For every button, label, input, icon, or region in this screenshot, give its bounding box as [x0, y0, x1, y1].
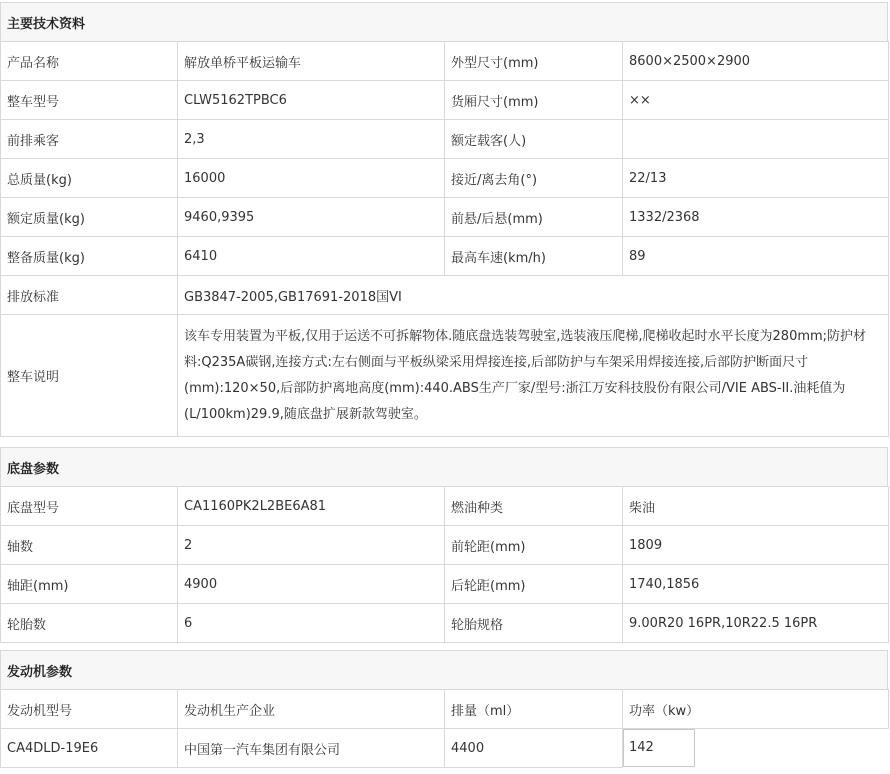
chassis-title: 底盘参数 — [7, 461, 60, 477]
cell: 轴数 — [1, 526, 178, 565]
table-row — [1, 315, 889, 437]
cell: 9.00R20 16PR,10R22.5 16PR — [623, 604, 889, 643]
chassis-table — [0, 486, 889, 643]
cell: 1332/2368 — [623, 198, 889, 237]
cell: 后轮距(mm) — [445, 565, 623, 604]
table-row — [1, 159, 889, 198]
column-header: 功率（kw） — [623, 690, 889, 729]
chassis-header — [0, 447, 888, 487]
cell: CLW5162TPBC6 — [178, 81, 445, 120]
cell — [623, 120, 889, 159]
cell: 轮胎数 — [1, 604, 178, 643]
engine-header — [0, 650, 888, 690]
cell: 轮胎规格 — [445, 604, 623, 643]
cell: 产品名称 — [1, 42, 178, 81]
cell: 6410 — [178, 237, 445, 276]
cell: 解放单桥平板运输车 — [178, 42, 445, 81]
table-row — [1, 729, 889, 768]
cell: 9460,9395 — [178, 198, 445, 237]
cell: 接近/离去角(°) — [445, 159, 623, 198]
cell: CA4DLD-19E6 — [1, 729, 178, 768]
cell: 燃油种类 — [445, 487, 623, 526]
power-cell — [623, 729, 889, 768]
cell: 2,3 — [178, 120, 445, 159]
cell: CA1160PK2L2BE6A81 — [178, 487, 445, 526]
cell: 总质量(kg) — [1, 159, 178, 198]
table-row — [1, 198, 889, 237]
cell: 最高车速(km/h) — [445, 237, 623, 276]
cell: 整车型号 — [1, 81, 178, 120]
cell: 1809 — [623, 526, 889, 565]
power-value: 142 — [623, 729, 695, 767]
cell: 整备质量(kg) — [1, 237, 178, 276]
cell: 轴距(mm) — [1, 565, 178, 604]
description-value: 该车专用装置为平板,仅用于运送不可拆解物体.随底盘选装驾驶室,选装液压爬梯,爬梯收起时水平长度为280mm;防护材料:Q235A碳钢,连接方式:左右侧面与平板纵梁采用焊接连接,后部防护与车架采用焊接连接,后部防护断面尺寸(mm):120×50,后部防护离地高度(mm):440.ABS生产厂家/型号:浙江万安科技股份有限公司/VIE ABS-II.油耗值为(L/100km)29.9,随底盘扩展新款驾驶室。 — [178, 315, 889, 437]
engine-title: 发动机参数 — [7, 664, 73, 680]
cell: 22/13 — [623, 159, 889, 198]
cell: 额定质量(kg) — [1, 198, 178, 237]
table-row — [1, 565, 889, 604]
main-spec-table — [0, 41, 889, 437]
cell: 1740,1856 — [623, 565, 889, 604]
cell: 前排乘客 — [1, 120, 178, 159]
table-row — [1, 42, 889, 81]
cell: 89 — [623, 237, 889, 276]
column-header: 排量（ml） — [445, 690, 623, 729]
table-row — [1, 604, 889, 643]
column-header: 发动机生产企业 — [178, 690, 445, 729]
emission-value: GB3847-2005,GB17691-2018国VI — [178, 276, 889, 315]
table-row — [1, 81, 889, 120]
description-label: 整车说明 — [1, 315, 178, 437]
cell: 柴油 — [623, 487, 889, 526]
cell: 货厢尺寸(mm) — [445, 81, 623, 120]
main-spec-title: 主要技术资料 — [7, 16, 86, 32]
table-row — [1, 237, 889, 276]
table-row — [1, 276, 889, 315]
column-header: 发动机型号 — [1, 690, 178, 729]
table-row — [1, 487, 889, 526]
cell: 6 — [178, 604, 445, 643]
cell: 8600×2500×2900 — [623, 42, 889, 81]
cell: 4400 — [445, 729, 623, 768]
engine-table — [0, 689, 889, 768]
cell: 外型尺寸(mm) — [445, 42, 623, 81]
table-row — [1, 690, 889, 729]
cell: 4900 — [178, 565, 445, 604]
cell: 前悬/后悬(mm) — [445, 198, 623, 237]
emission-label: 排放标准 — [1, 276, 178, 315]
table-row — [1, 526, 889, 565]
table-row — [1, 120, 889, 159]
cell: 底盘型号 — [1, 487, 178, 526]
cell: 前轮距(mm) — [445, 526, 623, 565]
cell: ×× — [623, 81, 889, 120]
cell: 2 — [178, 526, 445, 565]
cell: 额定载客(人) — [445, 120, 623, 159]
main-spec-header — [0, 2, 888, 42]
cell: 16000 — [178, 159, 445, 198]
cell: 中国第一汽车集团有限公司 — [178, 729, 445, 768]
